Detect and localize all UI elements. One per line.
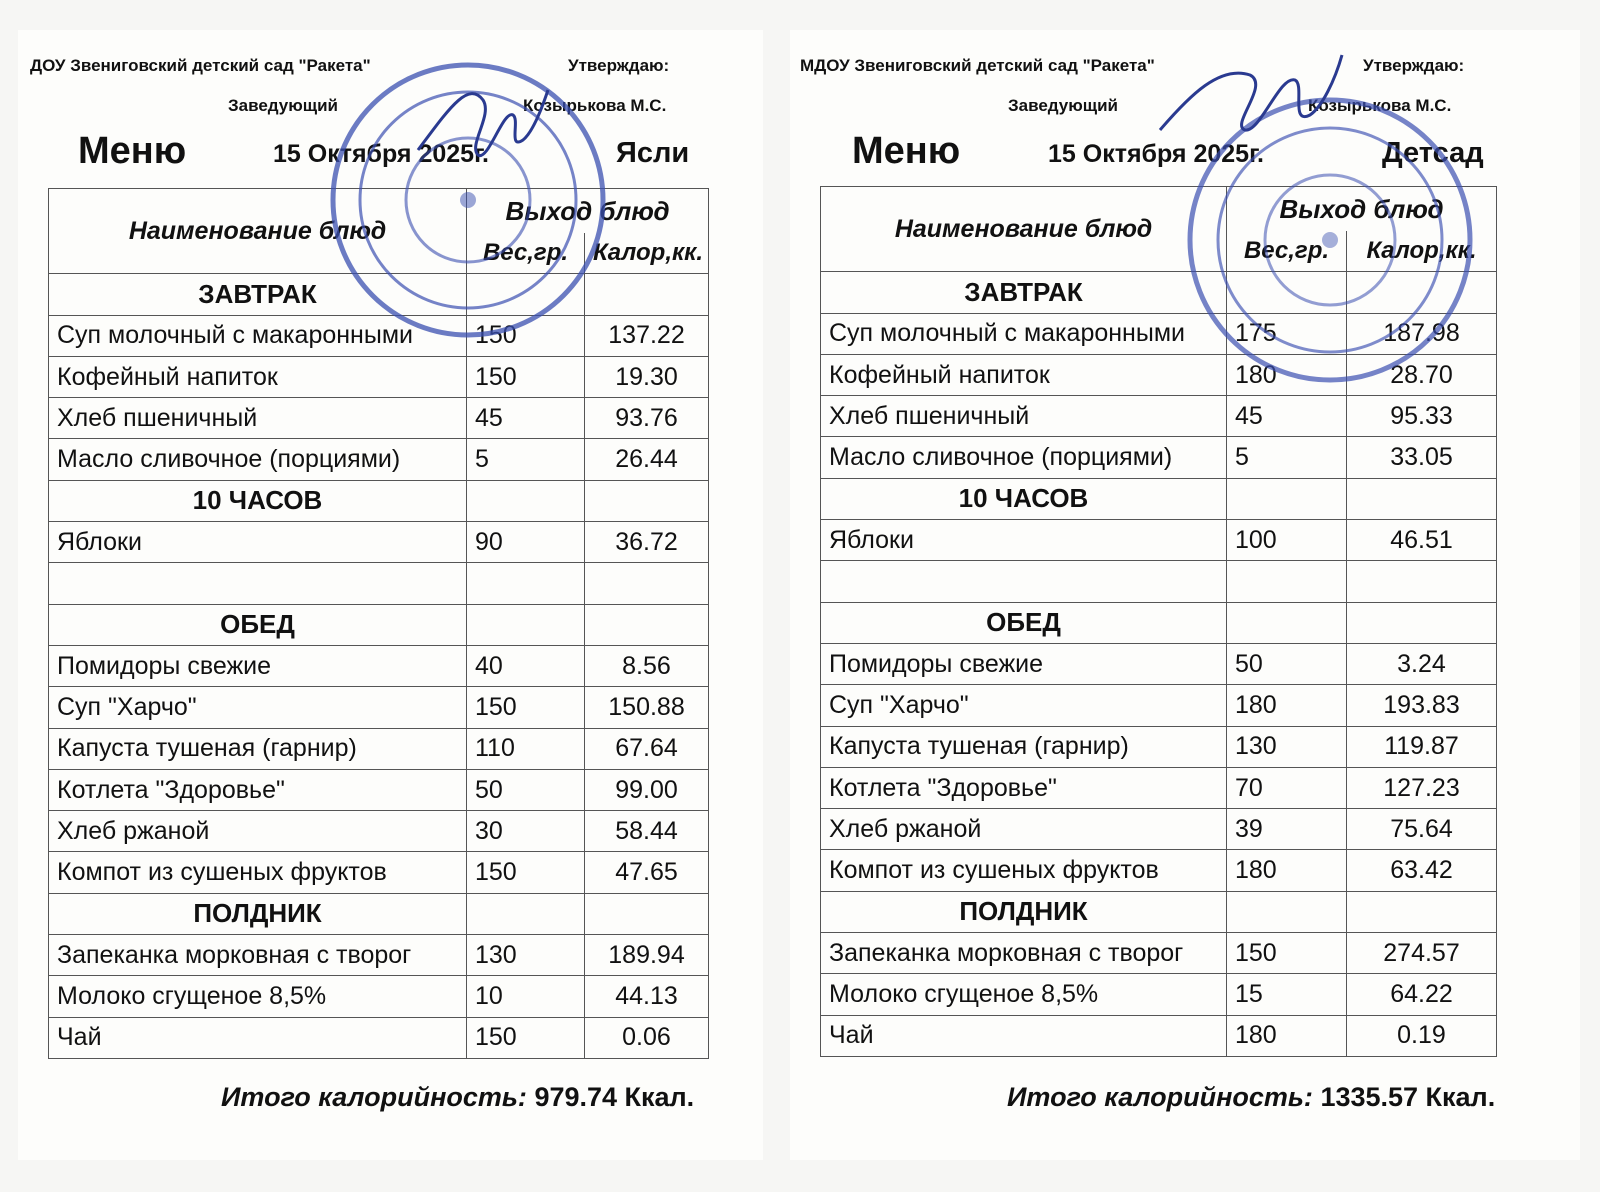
dish-weight: 39 (1227, 809, 1347, 850)
dish-name: Кофейный напиток (49, 356, 467, 397)
table-row (821, 354, 1497, 395)
column-header-name: Наименование блюд (821, 187, 1227, 272)
dish-calories: 99.00 (585, 769, 709, 810)
dish-calories: 75.64 (1347, 809, 1497, 850)
table-row (49, 976, 709, 1017)
dish-name (821, 561, 1227, 602)
dish-calories: 3.24 (1347, 643, 1497, 684)
dish-calories: 47.65 (585, 852, 709, 893)
dish-name: Компот из сушеных фруктов (49, 852, 467, 893)
table-row (821, 313, 1497, 354)
table-row (49, 315, 709, 356)
dish-calories: 187.98 (1347, 313, 1497, 354)
dish-name: Хлеб пшеничный (821, 396, 1227, 437)
dish-calories: 67.64 (585, 728, 709, 769)
dish-name: Капуста тушеная (гарнир) (821, 726, 1227, 767)
table-row (49, 728, 709, 769)
dish-weight (1227, 891, 1347, 932)
dish-calories: 64.22 (1347, 974, 1497, 1015)
total-value: 1335.57 Ккал. (1320, 1082, 1496, 1112)
column-header-calories: Калор,кк. (585, 233, 709, 274)
dish-calories: 33.05 (1347, 437, 1497, 478)
dish-calories: 58.44 (585, 811, 709, 852)
dish-name: Яблоки (821, 520, 1227, 561)
dish-name: Масло сливочное (порциями) (49, 439, 467, 480)
dish-weight: 45 (1227, 396, 1347, 437)
dish-weight (1227, 561, 1347, 602)
dish-calories (585, 563, 709, 604)
dish-calories: 189.94 (585, 935, 709, 976)
position-label: Заведующий (1008, 96, 1119, 115)
total-label: Итого калорийность: (221, 1082, 527, 1112)
dish-name: Кофейный напиток (821, 354, 1227, 395)
section-row (821, 272, 1497, 313)
menu-sheet-nursery (18, 30, 763, 1160)
dish-weight (1227, 272, 1347, 313)
dish-name: Хлеб пшеничный (49, 398, 467, 439)
dish-weight: 5 (1227, 437, 1347, 478)
dish-weight: 175 (1227, 313, 1347, 354)
table-row (821, 685, 1497, 726)
dish-calories: 137.22 (585, 315, 709, 356)
dish-name: Капуста тушеная (гарнир) (49, 728, 467, 769)
section-title: 10 ЧАСОВ (821, 478, 1227, 519)
group-label: Детсад (1382, 137, 1484, 169)
approval-label: Утверждаю: (1363, 56, 1465, 75)
dish-name: Котлета "Здоровье" (49, 769, 467, 810)
dish-calories (585, 274, 709, 315)
table-row (49, 439, 709, 480)
dish-weight: 10 (467, 976, 585, 1017)
dish-weight (467, 893, 585, 934)
dish-calories: 63.42 (1347, 850, 1497, 891)
dish-calories: 46.51 (1347, 520, 1497, 561)
dish-calories: 0.06 (585, 1017, 709, 1058)
dish-name: Помидоры свежие (49, 645, 467, 686)
table-row (821, 396, 1497, 437)
column-header-name: Наименование блюд (49, 189, 467, 274)
table-row (49, 398, 709, 439)
table-row (821, 809, 1497, 850)
table-row (821, 437, 1497, 478)
dish-weight (467, 604, 585, 645)
dish-calories: 8.56 (585, 645, 709, 686)
column-header-calories: Калор,кк. (1347, 231, 1497, 272)
dish-calories (585, 480, 709, 521)
table-row (821, 767, 1497, 808)
dish-weight: 15 (1227, 974, 1347, 1015)
dish-calories: 36.72 (585, 522, 709, 563)
dish-calories: 193.83 (1347, 685, 1497, 726)
table-row (49, 935, 709, 976)
dish-name: Молоко сгущеное 8,5% (821, 974, 1227, 1015)
group-label: Ясли (616, 137, 690, 169)
menu-table (820, 186, 1497, 1057)
column-header-weight: Вес,гр. (467, 233, 585, 274)
table-row (49, 522, 709, 563)
table-row (821, 643, 1497, 684)
section-title: ОБЕД (821, 602, 1227, 643)
section-row (49, 274, 709, 315)
dish-calories: 119.87 (1347, 726, 1497, 767)
dish-name: Суп "Харчо" (49, 687, 467, 728)
organization-name: ДОУ Звениговский детский сад "Ракета" (30, 56, 371, 75)
dish-weight: 110 (467, 728, 585, 769)
dish-name: Запеканка морковная с творог (821, 933, 1227, 974)
table-row (821, 974, 1497, 1015)
total-value: 979.74 Ккал. (534, 1082, 695, 1112)
section-title: ЗАВТРАК (821, 272, 1227, 313)
dish-name: Суп молочный с макаронными (821, 313, 1227, 354)
dish-name: Компот из сушеных фруктов (821, 850, 1227, 891)
section-row (49, 480, 709, 521)
dish-calories (585, 893, 709, 934)
dish-weight (1227, 478, 1347, 519)
dish-weight (467, 274, 585, 315)
approval-label: Утверждаю: (568, 56, 670, 75)
dish-weight: 150 (1227, 933, 1347, 974)
table-row (821, 850, 1497, 891)
total-calories (1007, 1082, 1495, 1113)
dish-calories (1347, 602, 1497, 643)
dish-weight: 180 (1227, 354, 1347, 395)
dish-weight (467, 480, 585, 521)
section-title: 10 ЧАСОВ (49, 480, 467, 521)
dish-calories: 19.30 (585, 356, 709, 397)
dish-weight: 50 (467, 769, 585, 810)
dish-calories (1347, 891, 1497, 932)
table-row (821, 933, 1497, 974)
table-row (49, 852, 709, 893)
dish-weight: 150 (467, 852, 585, 893)
dish-weight (467, 563, 585, 604)
section-title: ПОЛДНИК (49, 893, 467, 934)
page-title: Меню (852, 130, 961, 172)
dish-weight: 30 (467, 811, 585, 852)
table-row (49, 1017, 709, 1058)
dish-name: Яблоки (49, 522, 467, 563)
table-row (821, 726, 1497, 767)
dish-weight: 70 (1227, 767, 1347, 808)
dish-name: Масло сливочное (порциями) (821, 437, 1227, 478)
dish-name: Чай (49, 1017, 467, 1058)
section-row (821, 891, 1497, 932)
dish-name: Запеканка морковная с творог (49, 935, 467, 976)
page-title: Меню (78, 130, 187, 172)
section-row (49, 604, 709, 645)
table-row (49, 811, 709, 852)
dish-weight: 180 (1227, 850, 1347, 891)
dish-weight: 40 (467, 645, 585, 686)
column-header-output: Выход блюд (467, 189, 709, 234)
dish-name: Молоко сгущеное 8,5% (49, 976, 467, 1017)
column-header-output: Выход блюд (1227, 187, 1497, 232)
menu-table (48, 188, 709, 1059)
menu-date: 15 Октября 2025г. (1048, 140, 1264, 168)
section-title: ЗАВТРАК (49, 274, 467, 315)
dish-weight: 130 (1227, 726, 1347, 767)
section-row (49, 893, 709, 934)
dish-weight: 150 (467, 356, 585, 397)
dish-weight: 150 (467, 315, 585, 356)
dish-weight: 5 (467, 439, 585, 480)
dish-name: Хлеб ржаной (49, 811, 467, 852)
menu-date: 15 Октября 2025г. (273, 140, 489, 168)
table-row (49, 769, 709, 810)
dish-calories (1347, 478, 1497, 519)
dish-calories: 28.70 (1347, 354, 1497, 395)
menu-sheet-kindergarten (790, 30, 1580, 1160)
dish-name: Хлеб ржаной (821, 809, 1227, 850)
dish-weight: 180 (1227, 1015, 1347, 1056)
dish-name: Котлета "Здоровье" (821, 767, 1227, 808)
dish-weight: 150 (467, 1017, 585, 1058)
dish-name (49, 563, 467, 604)
dish-weight (1227, 602, 1347, 643)
organization-name: МДОУ Звениговский детский сад "Ракета" (800, 56, 1155, 75)
dish-weight: 130 (467, 935, 585, 976)
dish-weight: 100 (1227, 520, 1347, 561)
dish-name: Суп "Харчо" (821, 685, 1227, 726)
dish-calories: 150.88 (585, 687, 709, 728)
dish-calories: 95.33 (1347, 396, 1497, 437)
total-calories (221, 1082, 694, 1113)
dish-calories: 44.13 (585, 976, 709, 1017)
dish-weight: 45 (467, 398, 585, 439)
dish-calories (1347, 272, 1497, 313)
position-label: Заведующий (228, 96, 339, 115)
section-row (821, 478, 1497, 519)
table-row (49, 356, 709, 397)
dish-name: Помидоры свежие (821, 643, 1227, 684)
section-title: ПОЛДНИК (821, 891, 1227, 932)
dish-calories: 26.44 (585, 439, 709, 480)
dish-weight: 150 (467, 687, 585, 728)
dish-weight: 180 (1227, 685, 1347, 726)
head-name: Козырькова М.С. (1308, 96, 1452, 115)
dish-name: Чай (821, 1015, 1227, 1056)
dish-calories: 127.23 (1347, 767, 1497, 808)
column-header-weight: Вес,гр. (1227, 231, 1347, 272)
dish-calories: 93.76 (585, 398, 709, 439)
total-label: Итого калорийность: (1007, 1082, 1313, 1112)
dish-weight: 90 (467, 522, 585, 563)
dish-calories: 0.19 (1347, 1015, 1497, 1056)
dish-calories: 274.57 (1347, 933, 1497, 974)
section-title: ОБЕД (49, 604, 467, 645)
table-row (821, 561, 1497, 602)
section-row (821, 602, 1497, 643)
table-row (821, 520, 1497, 561)
table-row (49, 687, 709, 728)
table-row (49, 563, 709, 604)
table-row (821, 1015, 1497, 1056)
dish-calories (585, 604, 709, 645)
head-name: Козырькова М.С. (523, 96, 667, 115)
dish-name: Суп молочный с макаронными (49, 315, 467, 356)
dish-calories (1347, 561, 1497, 602)
table-row (49, 645, 709, 686)
dish-weight: 50 (1227, 643, 1347, 684)
